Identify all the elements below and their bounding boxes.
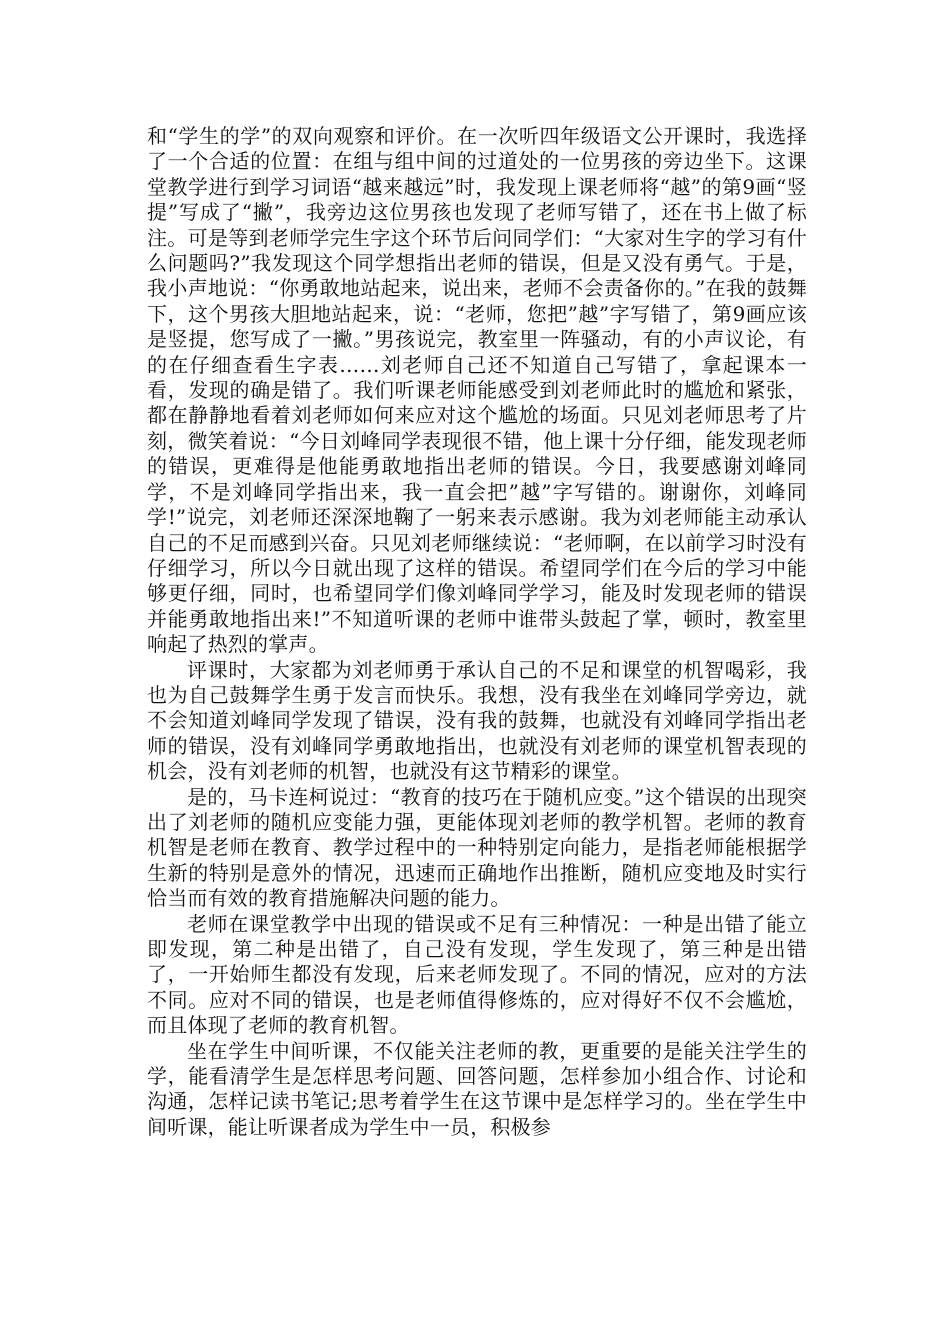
- paragraph-3: 是的，马卡连柯说过：“教育的技巧在于随机应变。”这个错误的出现突出了刘老师的随机应变能力强，更能体现刘老师的教学机智。老师的教育机智是老师在教育、教学过程中的一种特别定向能力，是指老师能根据学生新的特别是意外的情况，迅速而正确地作出推断，随机应变地及时实行恰当而有效的教育措施解决问题的能力。: [147, 784, 807, 911]
- paragraph-4: 老师在课堂教学中出现的错误或不足有三种情况：一种是出错了能立即发现，第二种是出错了，自己没有发现，学生发现了，第三种是出错了，一开始师生都没有发现，后来老师发现了。不同的情况，应对的方法不同。应对不同的错误，也是老师值得修炼的，应对得好不仅不会尴尬，而且体现了老师的教育机智。: [147, 911, 807, 1038]
- paragraph-2: 评课时，大家都为刘老师勇于承认自己的不足和课堂的机智喝彩，我也为自己鼓舞学生勇于发言而快乐。我想，没有我坐在刘峰同学旁边，就不会知道刘峰同学发现了错误，没有我的鼓舞，也就没有刘峰同学指出老师的错误，没有刘峰同学勇敢地指出，也就没有刘老师的课堂机智表现的机会，没有刘老师的机智，也就没有这节精彩的课堂。: [147, 657, 807, 784]
- paragraph-5: 坐在学生中间听课，不仅能关注老师的教，更重要的是能关注学生的学，能看清学生是怎样思考问题、回答问题，怎样参加小组合作、讨论和沟通，怎样记读书笔记;思考着学生在这节课中是怎样学习的。坐在学生中间听课，能让听课者成为学生中一员，积极参: [147, 1038, 807, 1139]
- paragraph-1: 和“学生的学”的双向观察和评价。在一次听四年级语文公开课时，我选择了一个合适的位置：在组与组中间的过道处的一位男孩的旁边坐下。这课堂教学进行到学习词语“越来越远”时，我发现上课老师将“越”的第9画“竖提”写成了“撇”，我旁边这位男孩也发现了老师写错了，还在书上做了标注。可是等到老师学完生字这个环节后问同学们：“大家对生字的学习有什么问题吗?”我发现这个同学想指出老师的错误，但是又没有勇气。于是，我小声地说：“你勇敢地站起来，说出来，老师不会责备你的。”在我的鼓舞下，这个男孩大胆地站起来，说：“老师，您把”越”字写错了，第9画应该是竖提，您写成了一撇。”男孩说完，教室里一阵骚动，有的小声议论，有的在仔细查看生字表……刘老师自己还不知道自己写错了，拿起课本一看，发现的确是错了。我们听课老师能感受到刘老师此时的尴尬和紧张，都在静静地看着刘老师如何来应对这个尴尬的场面。只见刘老师思考了片刻，微笑着说：“今日刘峰同学表现很不错，他上课十分仔细，能发现老师的错误，更难得是他能勇敢地指出老师的错误。今日，我要感谢刘峰同学，不是刘峰同学指出来，我一直会把”越”字写错的。谢谢你，刘峰同学!”说完，刘老师还深深地鞠了一躬来表示感谢。我为刘老师能主动承认自己的不足而感到兴奋。只见刘老师继续说：“老师啊，在以前学习时没有仔细学习，所以今日就出现了这样的错误。希望同学们在今后的学习中能够更仔细，同时，也希望同学们像刘峰同学学习，能及时发现老师的错误并能勇敢地指出来!”不知道听课的老师中谁带头鼓起了掌，顿时，教室里响起了热烈的掌声。: [147, 124, 807, 657]
- document-body: [147, 124, 807, 1140]
